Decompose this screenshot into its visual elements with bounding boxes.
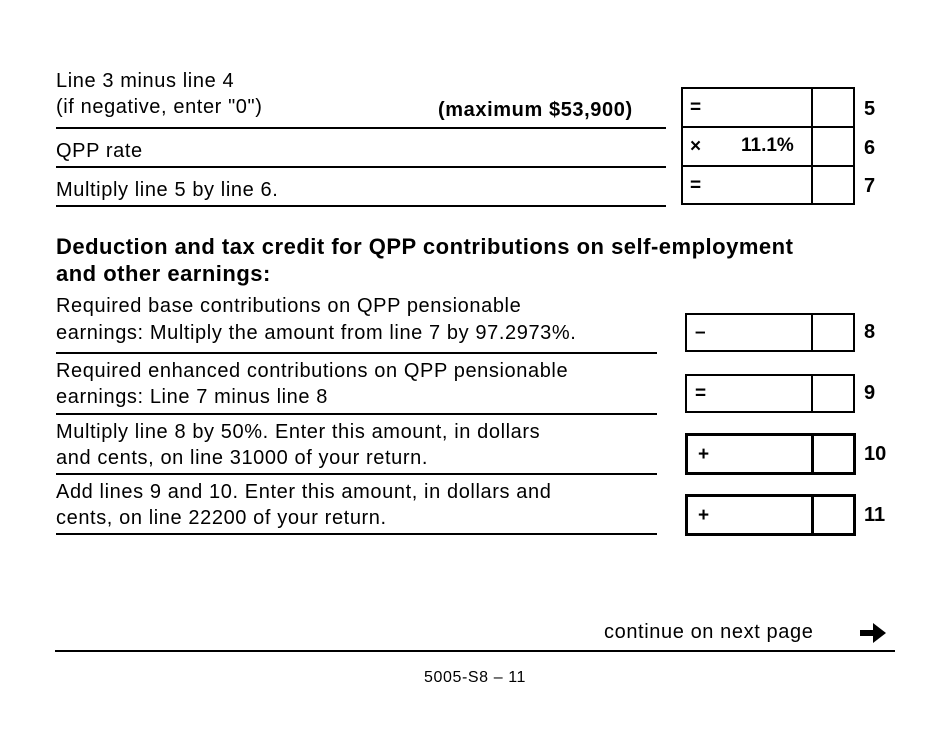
line5-label-2: (if negative, enter "0")	[56, 96, 263, 118]
line8-label-2: earnings: Multiply the amount from line 7 by 97.2973%.	[56, 322, 577, 344]
line-number-6: 6	[864, 137, 876, 159]
footer-rule	[55, 650, 895, 652]
arrow-right-icon	[858, 621, 888, 645]
line11-rule	[56, 533, 657, 535]
line9-label-1: Required enhanced contributions on QPP pensionable	[56, 360, 569, 382]
line9-cents-divider	[811, 376, 813, 411]
line10-rule	[56, 473, 657, 475]
line-number-8: 8	[864, 321, 876, 343]
line-number-9: 9	[864, 382, 876, 404]
line10-operator: +	[698, 444, 710, 465]
line5-maximum: (maximum $53,900)	[438, 99, 633, 121]
line6-rate-value: 11.1%	[741, 135, 794, 156]
line8-cents-divider	[811, 315, 813, 350]
line-number-5: 5	[864, 98, 876, 120]
line5-dollar-field[interactable]	[683, 89, 809, 125]
line10-amount-box[interactable]	[685, 433, 856, 475]
line6-rule	[56, 166, 666, 168]
line5-rule	[56, 127, 666, 129]
line6-operator: ×	[690, 136, 702, 157]
page-number: 5005-S8 – 11	[423, 669, 527, 686]
line11-amount-box[interactable]	[685, 494, 856, 536]
line11-label-1: Add lines 9 and 10. Enter this amount, in dollars and	[56, 481, 552, 503]
line-number-11: 11	[864, 504, 886, 526]
box-divider-5-6	[683, 126, 853, 128]
line7-operator: =	[690, 175, 702, 196]
line11-cents-divider	[811, 497, 814, 533]
line7-dollar-field[interactable]	[683, 167, 809, 203]
line8-amount-box[interactable]	[685, 313, 855, 352]
line10-label-1: Multiply line 8 by 50%. Enter this amount, in dollars	[56, 421, 541, 443]
line5-operator: =	[690, 97, 702, 118]
line9-amount-box[interactable]	[685, 374, 855, 413]
line8-operator: –	[695, 322, 706, 343]
line7-label: Multiply line 5 by line 6.	[56, 179, 279, 201]
line10-cents-divider	[811, 436, 814, 472]
continue-next-page-text: continue on next page	[604, 621, 814, 643]
line7-cents-field[interactable]	[812, 167, 853, 203]
line6-label: QPP rate	[56, 140, 143, 162]
line5-cents-field[interactable]	[812, 89, 853, 125]
line9-operator: =	[695, 383, 707, 404]
line7-rule	[56, 205, 666, 207]
line8-rule	[56, 352, 657, 354]
line9-label-2: earnings: Line 7 minus line 8	[56, 386, 328, 408]
line10-label-2: and cents, on line 31000 of your return.	[56, 447, 429, 469]
line8-label-1: Required base contributions on QPP pensionable	[56, 295, 522, 317]
line-number-7: 7	[864, 175, 876, 197]
line11-label-2: cents, on line 22200 of your return.	[56, 507, 387, 529]
section-heading-line-1: Deduction and tax credit for QPP contributions on self-employment	[56, 234, 794, 259]
line9-rule	[56, 413, 657, 415]
section-heading-line-2: and other earnings:	[56, 261, 271, 286]
line11-operator: +	[698, 505, 710, 526]
line-number-10: 10	[864, 443, 887, 465]
line5-label-1: Line 3 minus line 4	[56, 70, 235, 92]
